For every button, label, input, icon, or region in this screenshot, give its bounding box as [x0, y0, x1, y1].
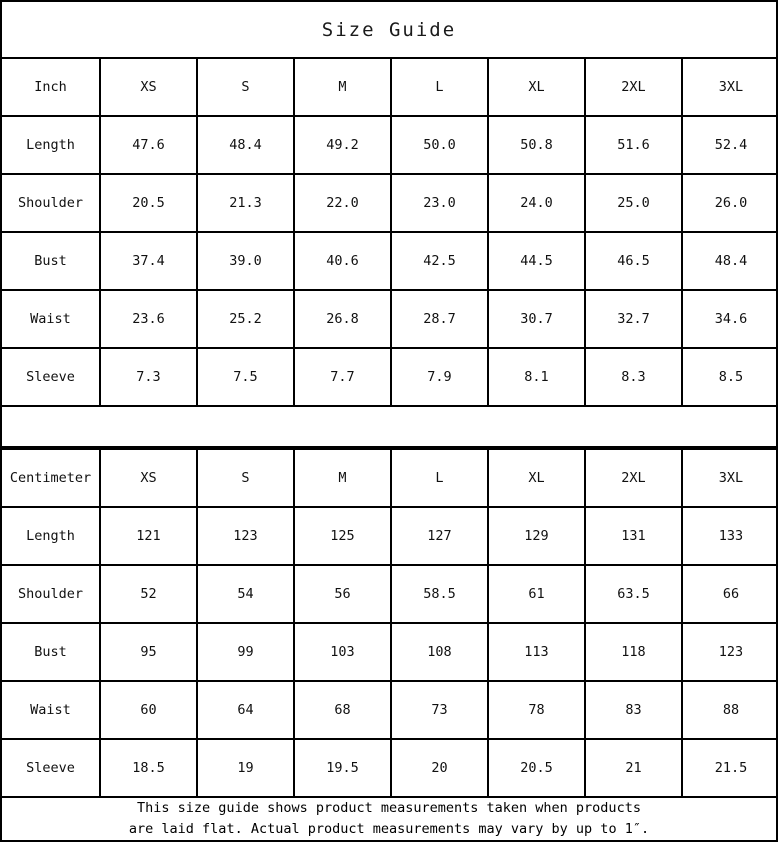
cell-value: 7.3 — [100, 348, 197, 405]
column-header-3xl: 3XL — [682, 449, 778, 507]
table-header-row — [2, 449, 778, 507]
cell-value: 113 — [488, 623, 585, 681]
table-row — [2, 174, 778, 232]
cell-value: 20.5 — [488, 739, 585, 796]
cell-value: 22.0 — [294, 174, 391, 232]
cell-value: 21.5 — [682, 739, 778, 796]
cell-value: 19 — [197, 739, 294, 796]
table-row — [2, 116, 778, 174]
column-header-l: L — [391, 449, 488, 507]
cell-value: 39.0 — [197, 232, 294, 290]
cell-value: 78 — [488, 681, 585, 739]
column-header-xl: XL — [488, 449, 585, 507]
column-header-xs: XS — [100, 58, 197, 116]
cell-value: 20 — [391, 739, 488, 796]
inch-size-table — [2, 57, 778, 405]
cell-value: 21.3 — [197, 174, 294, 232]
cell-value: 60 — [100, 681, 197, 739]
cell-value: 52.4 — [682, 116, 778, 174]
cell-value: 83 — [585, 681, 682, 739]
column-header-xs: XS — [100, 449, 197, 507]
cell-value: 127 — [391, 507, 488, 565]
cell-value: 21 — [585, 739, 682, 796]
cell-value: 64 — [197, 681, 294, 739]
cell-value: 25.0 — [585, 174, 682, 232]
table-row — [2, 290, 778, 348]
cell-value: 121 — [100, 507, 197, 565]
row-label-shoulder: Shoulder — [2, 174, 100, 232]
column-header-s: S — [197, 449, 294, 507]
cell-value: 32.7 — [585, 290, 682, 348]
cell-value: 40.6 — [294, 232, 391, 290]
cell-value: 48.4 — [682, 232, 778, 290]
cell-value: 37.4 — [100, 232, 197, 290]
cell-value: 46.5 — [585, 232, 682, 290]
row-label-waist: Waist — [2, 681, 100, 739]
cell-value: 99 — [197, 623, 294, 681]
table-row — [2, 507, 778, 565]
cell-value: 8.3 — [585, 348, 682, 405]
cell-value: 23.6 — [100, 290, 197, 348]
cell-value: 30.7 — [488, 290, 585, 348]
row-label-shoulder: Shoulder — [2, 565, 100, 623]
table-header-row — [2, 58, 778, 116]
column-header-s: S — [197, 58, 294, 116]
cell-value: 125 — [294, 507, 391, 565]
column-header-m: M — [294, 58, 391, 116]
row-label-length: Length — [2, 507, 100, 565]
cell-value: 54 — [197, 565, 294, 623]
cell-value: 47.6 — [100, 116, 197, 174]
cell-value: 52 — [100, 565, 197, 623]
cell-value: 51.6 — [585, 116, 682, 174]
unit-label-centimeter: Centimeter — [2, 449, 100, 507]
column-header-m: M — [294, 449, 391, 507]
cell-value: 123 — [682, 623, 778, 681]
footer-note — [2, 796, 776, 840]
page-title: Size Guide — [321, 19, 457, 41]
cell-value: 131 — [585, 507, 682, 565]
cell-value: 18.5 — [100, 739, 197, 796]
unit-label-inch: Inch — [2, 58, 100, 116]
cell-value: 50.0 — [391, 116, 488, 174]
cell-value: 56 — [294, 565, 391, 623]
table-divider — [2, 405, 776, 448]
footer-line-2: are laid flat. Actual product measurements may vary by up to 1″. — [128, 821, 650, 838]
table-row — [2, 681, 778, 739]
row-label-waist: Waist — [2, 290, 100, 348]
cell-value: 20.5 — [100, 174, 197, 232]
cell-value: 108 — [391, 623, 488, 681]
footer-line-1: This size guide shows product measurements taken when products — [137, 800, 641, 817]
row-label-bust: Bust — [2, 623, 100, 681]
cell-value: 58.5 — [391, 565, 488, 623]
table-row — [2, 348, 778, 405]
cell-value: 34.6 — [682, 290, 778, 348]
cell-value: 19.5 — [294, 739, 391, 796]
cell-value: 26.0 — [682, 174, 778, 232]
table-row — [2, 623, 778, 681]
cell-value: 66 — [682, 565, 778, 623]
cell-value: 23.0 — [391, 174, 488, 232]
column-header-3xl: 3XL — [682, 58, 778, 116]
cell-value: 88 — [682, 681, 778, 739]
table-row — [2, 565, 778, 623]
cell-value: 103 — [294, 623, 391, 681]
cell-value: 7.7 — [294, 348, 391, 405]
cell-value: 49.2 — [294, 116, 391, 174]
cell-value: 25.2 — [197, 290, 294, 348]
cell-value: 133 — [682, 507, 778, 565]
cell-value: 8.5 — [682, 348, 778, 405]
cell-value: 63.5 — [585, 565, 682, 623]
cell-value: 61 — [488, 565, 585, 623]
cell-value: 7.9 — [391, 348, 488, 405]
cell-value: 50.8 — [488, 116, 585, 174]
cell-value: 95 — [100, 623, 197, 681]
column-header-xl: XL — [488, 58, 585, 116]
row-label-length: Length — [2, 116, 100, 174]
cell-value: 129 — [488, 507, 585, 565]
cell-value: 44.5 — [488, 232, 585, 290]
cell-value: 28.7 — [391, 290, 488, 348]
column-header-2xl: 2XL — [585, 449, 682, 507]
cell-value: 42.5 — [391, 232, 488, 290]
cell-value: 7.5 — [197, 348, 294, 405]
column-header-2xl: 2XL — [585, 58, 682, 116]
table-row — [2, 232, 778, 290]
cell-value: 24.0 — [488, 174, 585, 232]
cell-value: 48.4 — [197, 116, 294, 174]
row-label-sleeve: Sleeve — [2, 739, 100, 796]
row-label-bust: Bust — [2, 232, 100, 290]
cell-value: 26.8 — [294, 290, 391, 348]
cell-value: 123 — [197, 507, 294, 565]
column-header-l: L — [391, 58, 488, 116]
cell-value: 73 — [391, 681, 488, 739]
row-label-sleeve: Sleeve — [2, 348, 100, 405]
cell-value: 68 — [294, 681, 391, 739]
table-row — [2, 739, 778, 796]
cell-value: 118 — [585, 623, 682, 681]
cell-value: 8.1 — [488, 348, 585, 405]
centimeter-size-table — [2, 448, 778, 796]
